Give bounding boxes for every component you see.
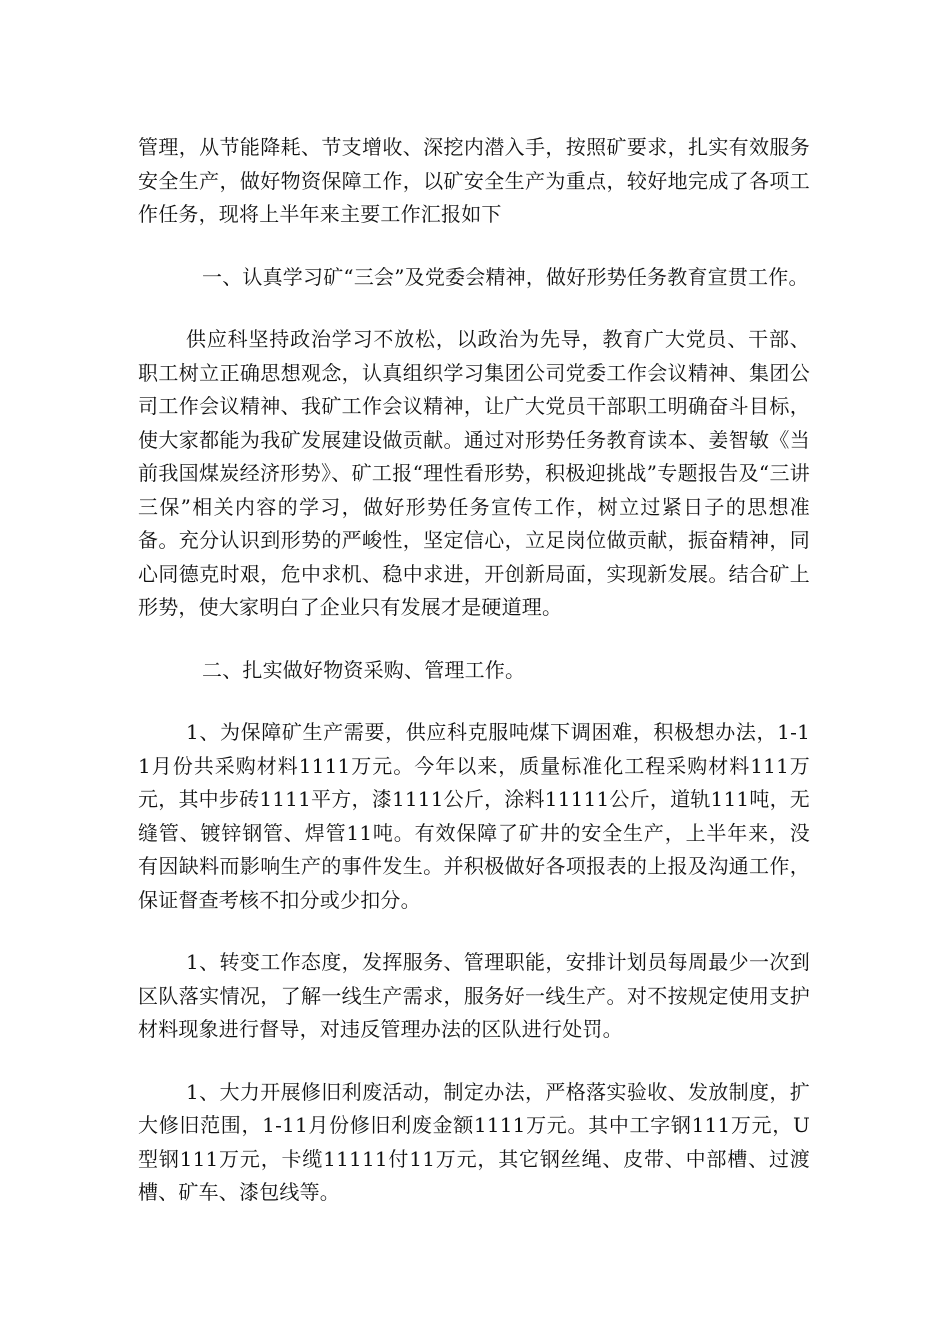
document-body <box>138 131 810 1239</box>
section-heading-1: 一、认真学习矿“三会”及党委会精神，做好形势任务教育宣贯工作。 <box>202 264 809 289</box>
paragraph-repair-reuse: 1、大力开展修旧利废活动，制定办法，严格落实验收、发放制度，扩大修旧范围，1-11月份修旧利废金额1111万元。其中工字钢111万元，U型钢111万元，卡缆11111付11万元，其它钢丝绳、皮带、中部槽、过渡槽、矿车、漆包线等。 <box>138 1079 810 1204</box>
paragraph-service-attitude: 1、转变工作态度，发挥服务、管理职能，安排计划员每周最少一次到区队落实情况，了解一线生产需求，服务好一线生产。对不按规定使用支护材料现象进行督导，对违反管理办法的区队进行处罚。 <box>138 950 810 1041</box>
paragraph-political-study: 供应科坚持政治学习不放松，以政治为先导，教育广大党员、干部、职工树立正确思想观念，认真组织学习集团公司党委工作会议精神、集团公司工作会议精神、我矿工作会议精神，让广大党员干部职工明确奋斗目标，使大家都能为我矿发展建设做贡献。通过对形势任务教育读本、姜智敏《当前我国煤炭经济形势》、矿工报“理性看形势，积极迎挑战”专题报告及“三讲三保”相关内容的学习，做好形势任务宣传工作，树立过紧日子的思想准备。充分认识到形势的严峻性，坚定信心，立足岗位做贡献，振奋精神，同心同德克时艰，危中求机、稳中求进，开创新局面，实现新发展。结合矿上形势，使大家明白了企业只有发展才是硬道理。 <box>138 327 810 619</box>
paragraph-procurement: 1、为保障矿生产需要，供应科克服吨煤下调困难，积极想办法，1-11月份共采购材料1111万元。今年以来，质量标准化工程采购材料111万元，其中步砖1111平方，漆1111公斤，涂料11111公斤，道轨111吨，无缝管、镀锌钢管、焊管11吨。有效保障了矿井的安全生产，上半年来，没有因缺料而影响生产的事件发生。并积极做好各项报表的上报及沟通工作，保证督查考核不扣分或少扣分。 <box>138 720 810 912</box>
section-heading-2: 二、扎实做好物资采购、管理工作。 <box>202 657 526 682</box>
paragraph-intro: 管理，从节能降耗、节支增收、深挖内潜入手，按照矿要求，扎实有效服务安全生产，做好物资保障工作，以矿安全生产为重点，较好地完成了各项工作任务，现将上半年来主要工作汇报如下 <box>138 135 810 226</box>
